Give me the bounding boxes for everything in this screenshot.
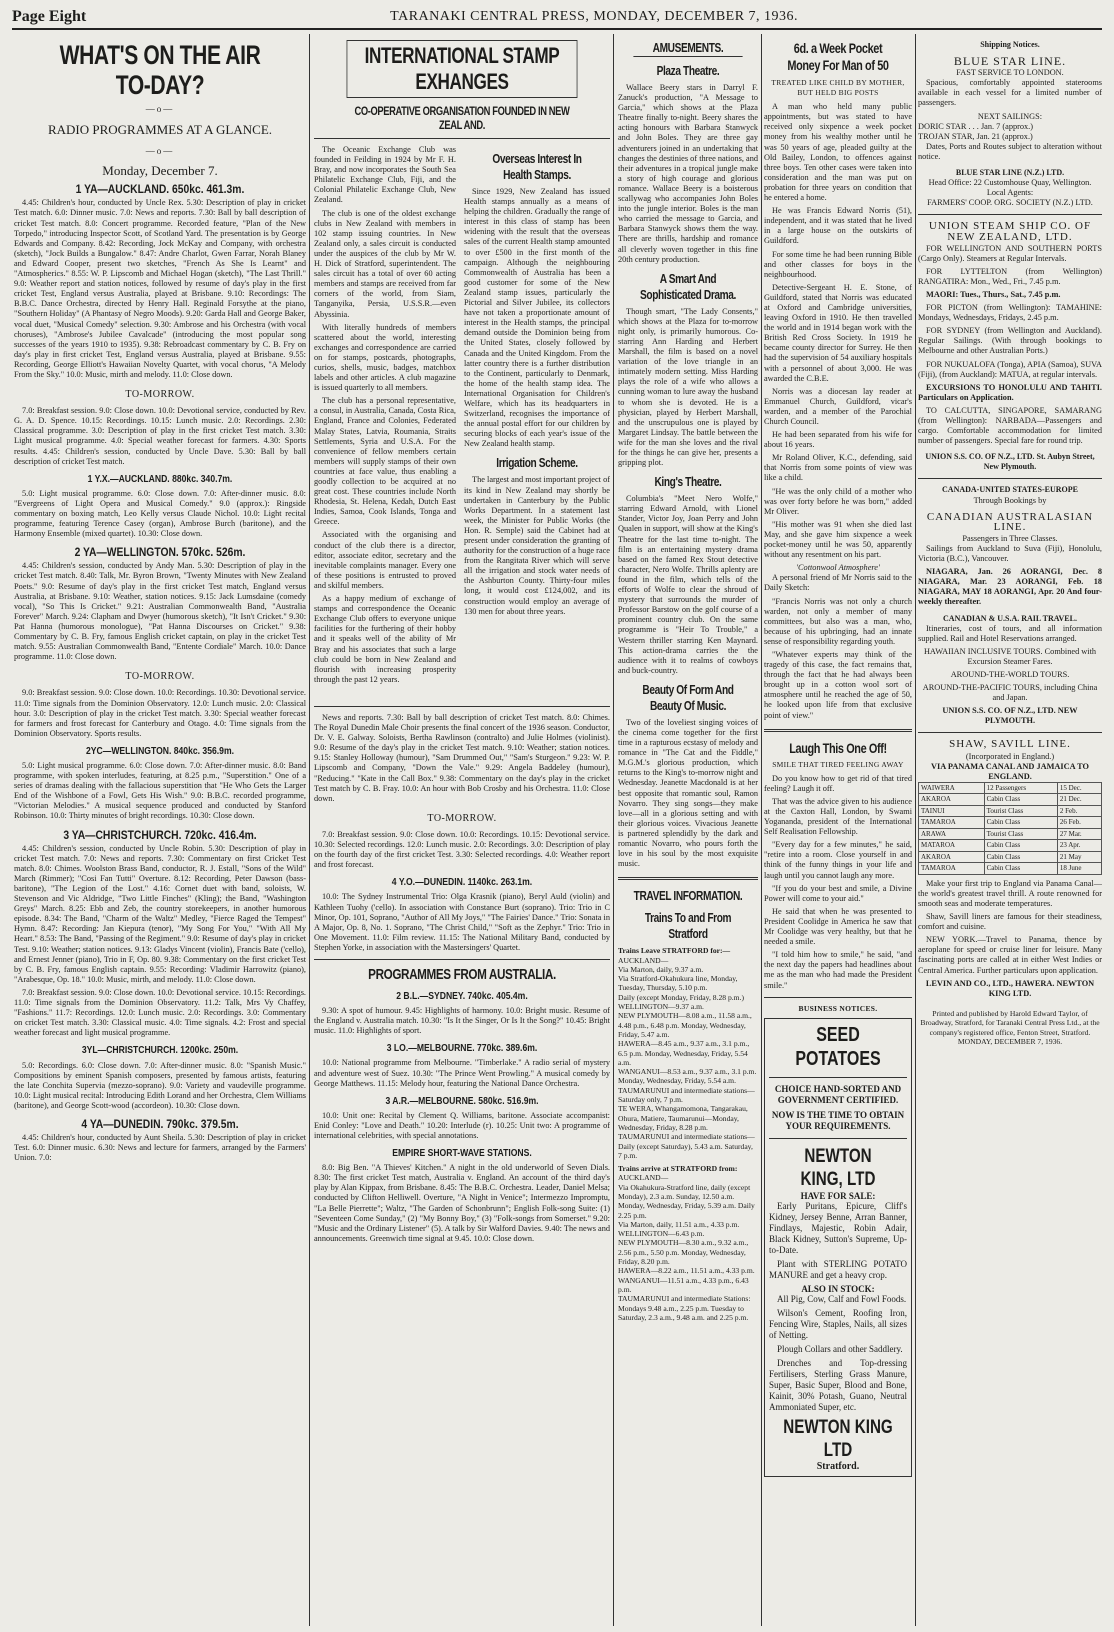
newton-king-footer: NEWTON KING LTD: [783, 1416, 893, 1461]
kings-headline: King's Theatre.: [654, 474, 722, 490]
paragraph: MAORI: Tues., Thurs., Sat., 7.45 p.m.: [926, 289, 1061, 299]
stamp-column: [314, 34, 610, 1626]
sailings-body: [919, 782, 1102, 874]
paragraph: As a happy medium of exchange of stamps and correspondence the Oceanic Exchange Club offers to everyone unique facilities for the furthering of their hobby and it speaks well of the ability of Mr Bray and his associates that such a large club could be born in New Zealand and flourish with increasing prosperity through the past 12 years.: [314, 594, 456, 684]
trains-leave-label: Trains Leave STRATFORD for:—: [618, 946, 731, 956]
sailing-row: [919, 805, 1102, 817]
paragraph: The largest and most important project of its kind in New Zealand may shortly be undertaken in Canterbury by the Public Works Department. In a statement last week, the Minister for Public Works (the Hon. R. Semple) said the Cabinet had at present under consideration the granting of authority for the construction of a huge race from the Rangitata River which will serve all the irrigation and stock water needs of the Ashburton County. Thirty-four miles long, it would cost £124,002, and its construction would employ an average of 130 men for about three years.: [464, 475, 610, 616]
paragraph: Detective-Sergeant H. E. Stone, of Guildford, stated that Norris was educated at Oxford and Cambridge universities, leaving Oxford in 1910. He then travelled the world and in 1914 began work with the British Red Cross Society. In 1919 he became county director for Surrey. He then had the supervision of 54 auxiliary hospitals with a personnel of about 3,000. He was awarded the C.B.E.: [764, 282, 912, 383]
tomorrow-label: TO-MORROW.: [125, 671, 195, 683]
shaw-via: VIA PANAMA CANAL AND JAMAICA TO ENGLAND.: [931, 761, 1089, 781]
pocket-subhead: 'Cottonwool Atmosphere': [796, 563, 880, 573]
station-name: 2YC—WELLINGTON. 840kc. 356.9m.: [85, 745, 235, 757]
divider: [314, 959, 610, 960]
station-name: 3 A.R.—MELBOURNE. 580kc. 516.9m.: [385, 1095, 539, 1107]
train-times: [618, 946, 758, 1322]
imprint: Printed and published by Harold Edward Taylor, of Broadway, Stratford, for Taranaki Central Press Ltd., at the company's registered office, Fenton Street, Stratford. MONDAY, DECEMBER 7, 1936.: [920, 1008, 1100, 1047]
paragraph: Make your first trip to England via Panama Canal—the world's greatest travel thrill. A route renowned for smooth seas and moderate temperatures.: [918, 878, 1102, 908]
paragraph: He was Francis Edward Norris (51), independent, and it was stated that he lived in a large house on the outskirts of Guildford.: [764, 206, 912, 246]
ship-class: Cabin Class: [984, 794, 1057, 806]
sailing-row: [919, 840, 1102, 852]
potato-list: Early Puritans, Epicure, Cliff's Kidney, Jersey Benne, Arran Banner, Findlays, Majestic, Robin Adair, Black Kidney, Sutton's Supreme, Up-to-Date.: [769, 1200, 907, 1255]
radio-day: Monday, December 7.: [102, 163, 218, 179]
ship-name: AKAROA: [919, 851, 985, 863]
farmers-agent: FARMERS' COOP. ORG. SOCIETY (N.Z.) LTD.: [927, 198, 1093, 208]
column-rule: [761, 34, 762, 1626]
stamp-headline: INTERNATIONAL STAMP EXHANGES: [347, 40, 578, 98]
paragraph: FOR NUKUALOFA (Tonga), APIA (Samoa), SUVA (Fiji), (from Auckland): MATUA, at regular intervals.: [918, 359, 1102, 379]
paragraph: NIAGARA, Jan. 26 AORANGI, Dec. 8 NIAGARA, Mar. 23 AORANGI, Feb. 18 NIAGARA, MAY 18 AORANGI, Apr. 20 And four-weekly thereafter.: [918, 567, 1102, 607]
station-programme: 4.45: Children's hour, conducted by Aunt Sheila. 5.30: Description of play in cricket Test. 6.0: Dinner music. 6.30: News and lecture for farmers, arranged by the Farmers' Union. 7.0:: [14, 1133, 306, 1163]
column-rule: [613, 34, 614, 1626]
station-programme: 5.0: Recordings. 6.0: Close down. 7.0: After-dinner music. 8.0: "Spanish Music." Compositions by eminent Spanish composers, presented by famous artists, featuring the late Conchita Supervia (mezzo-soprano). 9.0: Variety and vaudeville programme. 10.0: Light musical recital: Introducing Edith Lorand and her Orchestra, Clem Williams (baritone), and George Scott-wood (accordeon). 10.30: Close down.: [14, 1060, 306, 1110]
divider: [314, 706, 610, 707]
divider: [764, 997, 912, 998]
ship-class: Cabin Class: [984, 863, 1057, 875]
radio-column: [14, 34, 306, 1626]
paragraph: EXCURSIONS TO HONOLULU AND TAHITI. Particulars on Application.: [918, 382, 1102, 402]
beauty-headline: Beauty Of Form And Beauty Of Music.: [642, 681, 734, 713]
train-line: TAUMARUNUI and intermediate stations—Daily (except Saturday), 5.43 a.m. Saturday, 7 p.m.: [618, 1132, 755, 1160]
train-line: WANGANUI—8.53 a.m., 9.37 a.m., 3.1 p.m. Monday, Wednesday, Friday, 5.54 a.m.: [618, 1067, 757, 1086]
paragraph: FOR LYTTELTON (from Wellington) RANGATIRA: Mon., Wed., Fri., 7.45 p.m.: [918, 266, 1102, 286]
station-programme: 10.0: Unit one: Recital by Clement Q. Williams, baritone. Associate accompanist: Enid Conley: "Love and Death." 10.20: Interlude (r). 10.25: Unit two: A programme of international celebrities, with special annotations.: [314, 1110, 610, 1140]
paragraph: Itineraries, cost of tours, and all information supplied. Rail and Hotel Reservations arranged.: [918, 623, 1102, 643]
ship-class: Tourist Class: [984, 805, 1057, 817]
tomorrow-label: TO-MORROW.: [125, 389, 195, 401]
travel-headline: TRAVEL INFORMATION.: [633, 888, 743, 904]
column-rule: [915, 34, 916, 1626]
train-line: Via Marton, daily, 9.37 a.m.: [618, 964, 704, 974]
divider: [618, 877, 758, 880]
sailing-row: [919, 782, 1102, 794]
sailing-date: 18 June: [1057, 863, 1101, 875]
sailing-date: 2 Feb.: [1057, 805, 1101, 817]
station-programme: 9.30: A spot of humour. 9.45: Highlights of harmony. 10.0: Bright music. Resume of the England v. Australia match. 10.30: "Is It the Singer, Or Is It the Song?" 10.45: Bright music. 11.0: Highlights of sport.: [314, 1006, 610, 1036]
divider: [918, 478, 1102, 479]
union-nz: UNION S.S. CO. OF N.Z., LTD. NEW PLYMOUTH.: [942, 706, 1078, 726]
paragraph: TO CALCUTTA, SINGAPORE, SAMARANG (from Wellington): NARBADA—Passengers and cargo. Comfortable accommodation for limited number of passengers. Special fare for round trip.: [918, 405, 1102, 446]
newton-king-town: Stratford.: [816, 1460, 860, 1472]
ship-name: WAIWERA: [919, 782, 985, 794]
blue-star-ltd: BLUE STAR LINE (N.Z.) LTD.: [955, 168, 1065, 178]
train-line: Daily (except Monday, Friday, 8.28 p.m.): [618, 992, 744, 1002]
business-label: BUSINESS NOTICES.: [798, 1003, 878, 1013]
laugh-kicker: SMILE THAT TIRED FEELING AWAY: [772, 759, 904, 769]
paragraph: Sailings from Auckland to Suva (Fiji), Honolulu, Victoria (B.C.), Vancouver.: [918, 543, 1102, 564]
laugh-headline: Laugh This One Off!: [789, 739, 887, 756]
station-tomorrow: 7.0: Breakfast session. 9.0: Close down. 10.0: Devotional service. 10.15: Recordings. 11.0: Time signals from the Dominion Observatory. 11.2: Talk, Mrs Vy Chaffey, "Fashions." 11.7: Recordings. 12.0: Lunch music. 2.0: Recordings. 3.0: Commentary on cricket Test match. 3.30: Classical music. 4.0: Time signals. 4.2: Frost and special weather forecast and light musical programme.: [14, 987, 306, 1038]
paragraph: Since 1929, New Zealand has issued Health stamps annually as a means of helping the children. Gradually the range of interest in this class of stamp has been widening with the result that the overseas sales of the current Health stamp amounted to over £500 in the first month of the campaign. Although the neighbouring Commonwealth of Australia has been a good customer for some of the New Zealand stamp issues, particularly the Pictorial and Silver Jubilee, its collectors have not taken a proportionate amount of interest in the Health stamps, the principal demand outside the Dominion being from the United States, closely followed by Canada and the United Kingdom. From the latter country there is a further distribution to the Continent, particularly to Denmark, the home of the health stamp idea. The International Organisation for Children's Welfare, which has its headquarters in Switzerland, recognises the importance of the annual postal effort for our children by securing blocks of each year's issue of the New Zealand health stamp.: [464, 187, 610, 449]
sailing-row: [919, 863, 1102, 875]
paragraph: Two of the loveliest singing voices of the cinema come together for the first time in a rapturous ecstasy of melody and romance in "The Cat and the Fiddle," M.G.M.'s glorious production, which returns to the King's to-morrow night and Wednesday. Jeanette Macdonald is at her best opposite that romantic soul, Ramon Novarro. They sing songs—they make love—all in a glorious setting and with their glorious voices. Vivacious Jeanette is partnered splendidly by the dark and romantic Novarro, who pours forth the love in his soul by the most exquisite music.: [618, 717, 758, 869]
paragraph: "I told him how to smile," he said, "and the next day the papers had headlines about me as the man who had made the President smile.": [764, 950, 912, 990]
shipping-label: Shipping Notices.: [980, 40, 1040, 49]
plant-note: Plant with STERLING POTATO MANURE and get a heavy crop.: [769, 1258, 907, 1280]
paragraph: Dates, Ports and Routes subject to alteration without notice.: [918, 141, 1102, 161]
sailing-row: [919, 851, 1102, 863]
column-rule: [309, 34, 310, 1626]
local-agents: Local Agents:: [986, 188, 1034, 198]
paragraph: The club is one of the oldest exchange clubs in New Zealand with members in 102 stamp issuing countries. In New Zealand only, a sales circuit is conducted under the auspices of the club by Mr W. H. Dick of Stratford, superintendent. The sales circuit has a total of over 60 acting members and stamps are received from far corners of the world, from Siam, Tanganyika, Persia, U.S.S.R.—even Abyssinia.: [314, 208, 456, 319]
ship-class: Tourist Class: [984, 828, 1057, 840]
paragraph: The Oceanic Exchange Club was founded in Feilding in 1924 by Mr F. H. Bray, and now incorporates the South Sea Philatelic Exchange Club, Fiji, and the Colonial Philatelic Exchange Club, New Zealand.: [314, 145, 456, 205]
page-number: Page Eight: [12, 8, 87, 25]
station-programme: 4.45: Children's session, conducted by Andy Man. 5.30: Description of play in the cricket Test match. 8.40: Talk, Mr. Byron Brown, "Twenty Minutes with New Zealand Poets." 9.0: Resume of day's play in the first cricket Test match, England versus Australia, at Brisbane. 9.10: Weather, station notices. 9.15: Jack Lumsdaine (comedy vocal), "So This Is Cricket." 9.21: Australian Commonwealth Band, "Australia Forever" March. 9.24: Clapham and Dwyer (humorous sketch), "It Isn't Cricket." 9.30: Pat Hanna (humorous monologue), "Pat Hanna Discourses on Cricket." 9.38: Commentary by C. B. Fry, famous English cricket captain, on play in the cricket Test match. 9.55: Australian Commonwealth Band, "Entente Cordiale" March. 10.0: Dance programme. 11.0: Close down.: [14, 561, 306, 662]
sailing-row: [919, 817, 1102, 829]
smart-headline: A Smart And Sophisticated Drama.: [640, 270, 736, 302]
station-programme: News and reports. 7.30: Ball by ball description of cricket Test match. 8.0: Chimes. The Royal Dunedin Male Choir presents the final concert of the 1936 season. Conductor, Dr. V. E. Galway. Soloists, Bertha Rawlinson (contralto) and Julie Holmes (violinist). 9.0: Resume of the day's play in the cricket Test match. 9.10: Weather; station notices. 9.15: Stanley Holloway (humour), "Sam Drummed Out," "Sam's Sturgeon." 9.23: W. P. Lipscomb and Company, "Down the Vale." 9.29: Angela Baddeley (humour), "Reducing." "Kate in the Call Box." 9.38: Commentary on the day's play in the cricket Test match by C. B. Fray. 10.0: An hour with Bob Crosby and his Orchestra. 11.0: Close down.: [314, 713, 610, 803]
radio-deck: RADIO PROGRAMMES AT A GLANCE.: [47, 122, 273, 138]
sailing-line: TROJAN STAR, Jan. 21 (approx.): [918, 131, 1033, 141]
station-programme: 10.0: The Sydney Instrumental Trio: Olga Krasnik (piano), Beryl Auld (violin) and Kathleen Tuohy ('cello). In association with Constance Burt (soprano). Trio: Trio in C Minor, Op. 101, Soprano, "Author of All My Joys," "The Fairies' Dance." Trio: Sonata in A Major, Op. 8, No. 1. Soprano, "The Christ Child," "Soft as the Zephyr." Trio: Trio in One Movement. 11.0: Film review. 11.15: The National Military Band, conducted by Stephen Yorke, in association with the Mastersingers' Quartet.: [314, 892, 610, 952]
have-for-sale: HAVE FOR SALE:: [800, 1190, 876, 1201]
train-line: NEW PLYMOUTH—8.08 a.m., 11.58 a.m., 4.48 p.m., 6.48 p.m. Monday, Wednesday, Friday, 5.47 a.m.: [618, 1011, 752, 1039]
amusements-column: [618, 34, 758, 1626]
station-programme: 5.0: Light musical programme. 6.0: Close down. 7.0: After-dinner music. 8.0: Band programme, with spoken interludes, featuring, at 8.25 p.m., "Superstition." One of a series of dramas dealing with the fallacious superstition that "He Who Gets the Larger End of the Wishbone of a Fowl, Gets His Wish." 9.0: B.B.C. recorded programme, "Victorian Melodies." A musical sequence produced and conducted by Stanford Robinson. 10.0: Thirty minutes of bright recordings. 10.30: Close down.: [14, 760, 306, 821]
stamp-left: [314, 145, 456, 688]
news-column: [764, 34, 912, 1626]
paragraph: Do you know how to get rid of that tired feeling? Laugh it off.: [764, 773, 912, 793]
plaza-headline: Plaza Theatre.: [656, 63, 720, 78]
stamp-subhead: CO-OPERATIVE ORGANISATION FOUNDED IN NEW ZEAL AND.: [354, 104, 570, 132]
union-headline: UNION STEAM SHIP CO. OF NEW ZEALAND, LTD.: [928, 220, 1092, 243]
train-line: NEW PLYMOUTH—8.30 a.m., 9.32 a.m., 2.56 p.m., 5.50 p.m. Monday, Wednesday, Friday, 8.20 p.m.: [618, 1238, 749, 1267]
paragraph: FOR WELLINGTON AND SOUTHERN PORTS (Cargo Only). Steamers at Regular Intervals.: [918, 243, 1102, 263]
station-name: 4 Y.O.—DUNEDIN. 1140kc. 263.1m.: [391, 877, 533, 889]
paragraph: "Whatever experts may think of the tragedy of this case, the fact remains that, through the fact that he had always been brought up in a cotton wool sort of atmosphere until he reached the age of 50, he looked upon life from that exclusive point of view.": [764, 649, 912, 720]
station-name: 1 YA—AUCKLAND. 650kc. 461.3m.: [75, 182, 245, 197]
world-tours: AROUND-THE-WORLD TOURS.: [950, 669, 1070, 679]
rail-headline: CANADIAN & U.S.A. RAIL TRAVEL.: [943, 613, 1077, 623]
canada-classes: Passengers in Three Classes.: [962, 533, 1058, 543]
paragraph: A personal friend of Mr Norris said to the Daily Sketch:: [764, 573, 912, 593]
paper-title: TARANAKI CENTRAL PRESS, MONDAY, DECEMBER 7, 1936.: [390, 9, 799, 24]
pacific-tours: AROUND-THE-PACIFIC TOURS, including China and Japan.: [922, 683, 1098, 703]
paragraph: "Every day for a few minutes," he said, "retire into a room. Close yourself in and think of the funny things in your life and laugh until you cannot laugh any more.: [764, 840, 912, 880]
ship-name: TAMAROA: [919, 863, 985, 875]
paragraph: FOR SYDNEY (from Wellington and Auckland). Regular Sailings. (With through bookings to Melbourne and other Australian Ports.): [918, 326, 1102, 356]
train-line: AUCKLAND—: [618, 955, 669, 965]
sailing-date: 21 May: [1057, 851, 1101, 863]
shaw-inc: (Incorporated in England.): [965, 751, 1055, 761]
sailing-date: 27 Mar.: [1057, 828, 1101, 840]
paragraph: "If you do your best and smile, a Divine Power will come to your aid.": [764, 883, 912, 903]
sailing-row: [919, 794, 1102, 806]
stock-item: Drenches and Top-dressing Fertilisers, Sterling Grass Manure, Super, Basic Super, Blood and Bone, Kainit, 30% Potash, Guano, Neutral Ammoniated Super, etc.: [769, 1357, 907, 1412]
health-headline: Overseas Interest In Health Stamps.: [492, 151, 582, 182]
shaw-savill-headline: SHAW, SAVILL LINE.: [949, 738, 1071, 751]
also-in-stock: ALSO IN STOCK:: [801, 1283, 875, 1294]
train-line: TAUMARUNUI and intermediate Stations: Mondays 9.48 a.m., 2.25 p.m. Tuesday to Saturday, 2.3 a.m., 9.48 a.m. and 2.25 p.m.: [618, 1294, 751, 1322]
station-programme: 5.0: Light musical programme. 6.0: Close down. 7.0: After-dinner music. 8.0: "Evergreens of Light Opera and Musical Comedy." 9.0 (approx.): Ringside commentary on boxing match, Leo Kelly versus Claude Nichol. 10.0: Light recital programme, featuring Terence Casey (organ), Ambrose Burch (baritone), and the Harmony Ensemble (mixed quartet). 10.30: Close down.: [14, 488, 306, 539]
paragraph: He had been separated from his wife for about 16 years.: [764, 430, 912, 450]
divider: [918, 214, 1102, 215]
radio-headline: WHAT'S ON THE AIR TO-DAY?: [59, 40, 261, 100]
sailing-date: 15 Dec.: [1057, 782, 1101, 794]
paragraph: Mr Roland Oliver, K.C., defending, said that Norris from some points of view was like a child.: [764, 453, 912, 483]
seed-sub: CHOICE HAND-SORTED AND GOVERNMENT CERTIFIED.: [774, 1083, 902, 1105]
seed-now: NOW IS THE TIME TO OBTAIN YOUR REQUIREMENTS.: [771, 1109, 905, 1131]
ship-class: Cabin Class: [984, 817, 1057, 829]
ship-class: Cabin Class: [984, 840, 1057, 852]
ornament: —o—: [145, 104, 175, 114]
shortwave-headline: EMPIRE SHORT-WAVE STATIONS.: [392, 1148, 532, 1160]
shipping-column: [918, 34, 1102, 1626]
ship-class: Cabin Class: [984, 851, 1057, 863]
ship-name: TAMAROA: [919, 817, 985, 829]
divider: [769, 1077, 907, 1078]
sailing-date: 26 Feb.: [1057, 817, 1101, 829]
travel-subhead: Trains To and From Stratford: [644, 910, 732, 942]
train-line: TE WERA, Whangamomona, Tangarakau, Ohura, Matiere, Taumarunui—Monday, Wednesday, Friday, 8.28 p.m.: [618, 1104, 748, 1132]
paragraph: Though smart, "The Lady Consents," which shows at the Plaza for to-morrow night only, is primarily humorous. Co-starring Ann Harding and Herbert Marshall, the film is based on a novel variation of the love triangle in an intimately modern setting. Miss Harding plays the role of a wife who allows a cunning woman to lure away the husband to whom she is devoted. He is a physician, played by Herbert Marshall, and the unscrupulous one is played by Margaret Lindsay. The battle between the wife for the man she loves and the rival for the things he can give her, presents a gripping plot.: [618, 306, 758, 468]
stamp-right: [464, 145, 610, 620]
paragraph: "Francis Norris was not only a church warden, not only a member of many committees, but also was a man, who, because of his upbringing, had an innate sense of responsibility regarding youth.: [764, 596, 912, 646]
sailing-date: 23 Apr.: [1057, 840, 1101, 852]
paragraph: With literally hundreds of members scattered about the world, interesting exchanges and correspondence are carried on for stamps, postcards, photographs, curios, shells, music, badges, matchbox labels and other articles. A club magazine is issued quarterly to all members.: [314, 322, 456, 393]
paragraph: He said that when he was presented to President Coolidge in America he saw that Mr Coolidge was very healthy, but that he needed a smile.: [764, 906, 912, 947]
seed-headline: SEED POTATOES: [795, 1023, 881, 1070]
next-sailings: NEXT SAILINGS:: [977, 111, 1043, 121]
divider: [764, 729, 912, 732]
canada-via: Through Bookings by: [973, 495, 1047, 505]
masthead: [12, 6, 1102, 30]
stock-item: All Pig, Cow, Calf and Fowl Foods.: [777, 1293, 907, 1304]
ship-name: TAINUI: [919, 805, 985, 817]
train-line: HAWERA—8.45 a.m., 9.37 a.m., 3.1 p.m., 6.5 p.m. Monday, Wednesday, Friday, 5.54 a.m.: [618, 1039, 750, 1067]
sailing-date: 21 Dec.: [1057, 794, 1101, 806]
blue-star-headline: BLUE STAR LINE.: [953, 54, 1067, 69]
canada-line: CANADIAN AUSTRALASIAN LINE.: [926, 510, 1094, 533]
pocket-headline: 6d. a Week Pocket Money For Man of 50: [787, 40, 889, 73]
amusements-headline: AMUSEMENTS.: [633, 40, 742, 57]
paragraph: The club has a personal representative, a consul, in Australia, Canada, Costa Rica, England, France and Colonies, Federated Malay States, Latvia, Roumania, Straits Settlements, Syria and U.S.A. For the convenience of fellow members certain members will supply stamps of their own countries at face value, thus enabling a goodly collection to be acquired at no great cost. These countries include North Rhodesia, St. Helena, Kedah, Dutch East Indies, Samoa, Cook Islands, Tonga and Greece.: [314, 396, 456, 527]
trains-arrive-label: Trains arrive at STRATFORD from:: [618, 1164, 738, 1174]
train-line: TAUMARUNUI and intermediate stations—Saturday only, 7 p.m.: [618, 1085, 755, 1105]
paragraph: Norris was a diocesan lay reader at Emmanuel Church, Guildford, vicar's warden, and a member of the Parochial Church Council.: [764, 386, 912, 426]
station-name: 3YL—CHRISTCHURCH. 1200kc. 250m.: [81, 1045, 239, 1057]
station-programme: 4.45: Children's session, conducted by Uncle Robin. 5.30: Description of play in cricket Test match. 7.0: News and reports. 7.30: Commentary on first Cricket Test match. 8.0: Chimes. Woolston Brass Band, conductor, R. J. Estall, "Sons of the Wild" March (Rimmer); "Cosi Fan Tutti" Overture. 8.12: Recording, Peter Dawson (bass-baritone), "The Legion of the Lost." 4.16: Cornet duet with band, soloists, W. Stevenson and Vic Aldridge, "Two Little Finches" (Kling); the Band, "Washington Greys" March. 8.25: Ebb and Zeb, the country storekeepers, in another humorous episode. 8.34: The Band, "Charm of the Waltz" Medley, "Fierce Raged the Tempest" Hymn. 8.47: Recording: Jan Kiepura (tenor), "My Song For You," "With All My Heart." 8.53: The Band, "Passing of the Regiment." 9.0: Resume of day's play in cricket Test. 9.10: Weather; station notices. 9.13: Gladys Vincent (violin), Francis Bate ('cello), and Ernest Jenner (piano), Trio in F, Op. 80. 9.38: Commentary on the first cricket Test by C. B. Fry, famous English captain. 9.55: Recording: Vladimir Harrowitz (piano), "Arabesque, Op. 18." 10.0: Music, mirth, and melody. 11.0: Close down.: [14, 843, 306, 984]
canada-headline: CANADA-UNITED STATES-EUROPE: [942, 485, 1078, 495]
station-programme: 10.0: National programme from Melbourne. "Timberlake." A radio serial of mystery and adventure west of Suez. 10.30: "The Prince Went Prowling." A musical comedy by George Matthews. 11.15: Melody hour, featuring the National Dance Orchestra.: [314, 1058, 610, 1088]
ship-name: AKAROA: [919, 794, 985, 806]
ship-class: 12 Passengers: [984, 782, 1057, 794]
train-line: WELLINGTON—6.43 p.m.: [618, 1229, 705, 1239]
ornament: —o—: [145, 146, 175, 157]
sailing-line: DORIC STAR . . . Jan. 7 (approx.): [918, 121, 1034, 131]
blue-star-office: Head Office: 22 Customhouse Quay, Wellington.: [928, 178, 1092, 188]
station-tomorrow: 7.0: Breakfast session. 9.0: Close down. 10.0: Recordings. 10.15: Devotional service. 10.30: Selected recordings. 12.0: Lunch music. 2.0: Recordings. 3.0: Description of play on the fourth day of the first cricket Test. 3.30: Selected recordings. 4.0: Weather report and frost forecast.: [314, 829, 610, 870]
station-name: 2 YA—WELLINGTON. 570kc. 526m.: [74, 545, 246, 560]
paragraph: FOR PICTON (from Wellington): TAMAHINE: Mondays, Wednesdays, Fridays, 2.45 p.m.: [918, 303, 1102, 323]
station-name: 3 YA—CHRISTCHURCH. 720kc. 416.4m.: [63, 827, 257, 842]
train-line: Via Marton, daily, 11.51 a.m., 4.33 p.m.: [618, 1219, 740, 1229]
station-tomorrow: 9.0: Breakfast session. 9.0: Close down. 10.0: Recordings. 10.30: Devotional service. 11.0: Time signals from the Dominion Observatory. 12.0: Lunch music. 2.0: Classical hour. 3.0: Description of play in the cricket Test match. 3.30: Special weather forecast for farmers and frost forecast for Canterbury and Otago. 4.0: Time signals from the Dominion Observatory. Sports results.: [14, 688, 306, 738]
irrigation-headline: Irrigation Scheme.: [496, 455, 578, 471]
train-line: Via Okahukura-Stratford line, daily (except Monday), 2.3 a.m. Sunday, 12.50 a.m. Monday, Wednesday, Friday, 5.39 a.m. Daily 2.25 p.m.: [618, 1182, 755, 1220]
ship-name: ARAWA: [919, 828, 985, 840]
train-line: AUCKLAND—: [618, 1173, 669, 1183]
paragraph: Associated with the organising and conduct of the club there is a director, editor, associate editor, secretary and the inevitable complaints manager. Every one of these positions is entrusted to proved and skilful members.: [314, 530, 456, 590]
paragraph: A man who held many public appointments, but was stated to have received only sixpence a week pocket money from his wealthy mother until he was 50 years of age, pleaded guilty at the Old Bailey, London, to offences against three boys. Ten other cases were taken into consideration and the man was put on probation for three years on condition that he entered a home.: [764, 102, 912, 203]
blue-star-sub: FAST SERVICE TO LONDON.: [956, 68, 1064, 78]
train-line: Via Stratford-Okahukura line, Monday, Tuesday, Thursday, 5.10 p.m.: [618, 974, 738, 993]
paragraph: That was the advice given to his audience at the Caxton Hall, London, by Swami Yogananda, president of the International Self Realisation Fellowship.: [764, 796, 912, 837]
hawaiian-tours: HAWAIIAN INCLUSIVE TOURS. Combined with Excursion Steamer Fares.: [923, 646, 1097, 666]
paragraph: "His mother was 91 when she died last May, and she gave him sixpence a week pocket-money until he was 50, apparently without any resentment on his part.: [764, 519, 912, 560]
divider: [314, 138, 610, 139]
stamp-body: [314, 145, 610, 700]
paragraph: Spacious, comfortably appointed staterooms available in each vessel for a limited number of passengers.: [918, 78, 1102, 108]
sailing-row: [919, 828, 1102, 840]
station-programme: 8.0: Big Ben. "A Thieves' Kitchen." A night in the old underworld of Seven Dials. 8.30: The first cricket Test match, Australia v. England. An account of the third day's play by Alan Kippax, from Brisbane. 8.45: The B.B.C. Orchestra. Leader, Daniel Melsa; conducted by Clifton Helliwell. Overture, "A Night in Venice"; Intermezzo Impromptu, "La Belle Pierrette"; Waltz, "The Garden of Schonbrunn"; English Folk-song Suite: (1) "Seventeen Come Sunday," (2) "My Bonny Boy," (3) "Folk-songs from Somerset." 9.20: "Music and the Ordinary Listener" (5). A talk by Sir Walford Davies. 9.40: The news and announcements. Greenwich time signal at 9.45. 10.0: Close down.: [314, 1163, 610, 1243]
paragraph: For some time he had been running Bible and other classes for boys in the neighbourhood.: [764, 249, 912, 279]
seed-potatoes-ad: [764, 1018, 912, 1477]
paragraph: "He was the only child of a mother who was over forty before he was born," added Mr Oliver.: [764, 486, 912, 516]
paragraph: Shaw, Savill liners are famous for their steadiness, comfort and cuisine.: [918, 912, 1102, 932]
station-tomorrow: 7.0: Breakfast session. 9.0: Close down. 10.0: Devotional service, conducted by Rev. G. A. D. Spence. 10.15: Recordings. 10.15: Lunch music. 2.0: Recordings. 2.30: Classical programme. 3.0: Description of play in the first cricket Test match. 3.30: Light musical programme. 4.0: Special weather forecast for farmers. 4.30: Sports results. 4.45: Children's session, conducted by Uncle Dave. 5.30: Ball by ball description of cricket Test match.: [14, 406, 306, 466]
station-name: 4 YA—DUNEDIN. 790kc. 379.5m.: [81, 1116, 239, 1131]
tomorrow-label: TO-MORROW.: [427, 812, 497, 824]
divider: [918, 732, 1102, 733]
station-name: 2 B.L.—SYDNEY. 740kc. 405.4m.: [396, 990, 528, 1002]
train-line: WANGANUI—11.51 a.m., 4.33 p.m., 6.43 p.m.: [618, 1275, 749, 1294]
station-name: 3 LO.—MELBOURNE. 770kc. 389.6m.: [386, 1043, 538, 1055]
newton-king-headline: NEWTON KING, LTD: [800, 1145, 876, 1190]
union-ltd: UNION S.S. CO. OF N.Z., LTD. St. Aubyn Street, New Plymouth.: [925, 452, 1095, 472]
stock-item: Wilson's Cement, Roofing Iron, Fencing Wire, Staples, Nails, all sizes of Netting.: [769, 1307, 907, 1340]
paragraph: Wallace Beery stars in Darryl F. Zanuck's production, "A Message to Garcia," which shows at the Plaza Theatre finally to-night. Beery shares the acting honours with Barbara Stanwyck and John Boles. They are three gay adventurers joined in an undertaking that changes the destinies of three nations, and their adventures in a tropical jungle make a story of high courage and glorious romance. Wallace Beery is a boisterous scallywag who accompanies John Boles into the jungle interior. Boles is the man who carried the message to Garcia, and Barbara Stanwyck shows them the way. There are thrills, hardship and romance all cleverly woven together in this fine 20th century production.: [618, 83, 758, 264]
sailings-table: [918, 782, 1102, 875]
ship-name: MATAROA: [919, 840, 985, 852]
stock-item: Plough Collars and other Saddlery.: [777, 1343, 903, 1354]
station-name: 1 Y.X.—AUCKLAND. 880kc. 340.7m.: [87, 473, 233, 485]
train-line: WELLINGTON—9.37 a.m.: [618, 1002, 704, 1012]
pocket-kicker: TREATED LIKE CHILD BY MOTHER, BUT HELD BIG POSTS: [771, 78, 905, 98]
divider: [769, 1138, 907, 1139]
train-line: HAWERA—8.22 a.m., 11.51 a.m., 4.33 p.m.: [618, 1266, 755, 1276]
paragraph: Columbia's "Meet Nero Wolfe," starring Edward Arnold, with Lionel Stander, Victor Joy, Joan Perry and John Qualen in support, will show at the King's Theatre for the last time to-night. The film is an entertaining mystery drama based on the famed Rex Stout detective character, Nero Wolfe. Thrills aplenty are found in the film, which tells of the efforts of Wolfe to clear the shroud of mystery that surrounds the murder of Professor Barstow on the golf course of a prominent country club. On the same programme is "Heir To Trouble," a Western thriller starring Ken Maynard. This action-drama carries the the audience with it to realms of cowboys and buck-country.: [618, 494, 758, 675]
levin-agents: LEVIN AND CO., LTD., HAWERA. NEWTON KING LTD.: [925, 978, 1095, 998]
paragraph: NEW YORK.—Travel to Panama, thence by aeroplane for speed or cruise liner for leisure. Many fascinating ports are called at in either West Indies or Central America. Further particulars upon application.: [918, 935, 1102, 975]
australia-headline: PROGRAMMES FROM AUSTRALIA.: [368, 965, 556, 983]
station-programme: 4.45: Children's hour, conducted by Uncle Rex. 5.30: Description of play in cricket Test match. 6.0: Dinner music. 7.0: News and reports. 7.30: Ball by ball description of cricket Test match. 8.0: Concert programme. Recorded feature, "Plan of the New Torpedo," introducing Inspector Scott, of Scotland Yard. The presentation is by George Edwards and Company. 8.42: Recording, Jock McKay and Company, with orchestra (sketch), "Jock Builds a Bungalow." 8.47: Andre Charlot, Gwen Farrar, Norah Blaney and Edward Cooper, present two sketches, "French As She Is Learnt" and "Atmospherics." 8.55: W. P. Lipscomb and Michael Hogan (sketch), "The Last Thrill." 9.0: Weather report and station notices, followed by resume of day's play in the first cricket Test, England versus Australia, played at Brisbane. 9.10: Recordings: The B.B.C. Dance Orchestra, directed by Henry Hall. Reginald Forsythe at the piano, "Southern Holiday" (A Phantasy of Negro Moods). 9.20: Garda Hall and George Baker, vocal duet, "Musical Comedy" selection. 9.30: Ambrose and his Orchestra (with vocal choruses), "Ambrose's Jubilee Cavalcade" (introducing the most popular song successes of the years 1910 to 1935). 9.38: Rebroadcast commentary by C. B. Fry on day's play in first cricket Test, England versus Australia, played at Brisbane. 9.55: Recording, George Elliott's Hawaiian Novelty Quartet, with vocal chorus, "A Melody From the Sky." 10.0: Music, mirth and melody. 11.0: Close down.: [14, 198, 306, 379]
